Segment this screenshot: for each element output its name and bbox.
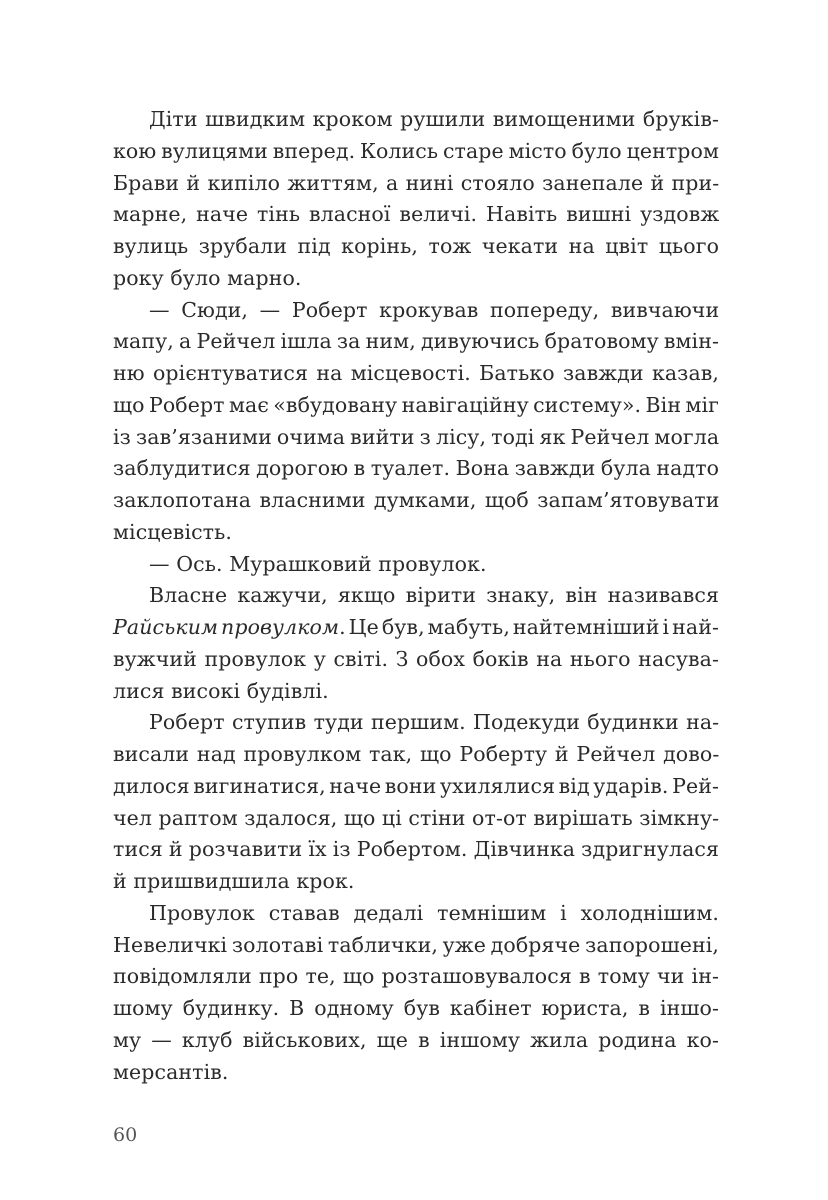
paragraph <box>113 580 719 707</box>
text-line: вужчий провулок у світі. З обох боків на нього насува- <box>113 646 719 671</box>
text-line <box>113 612 719 644</box>
text-line: дилося вигинатися, наче вони ухилялися від ударів. Рей- <box>113 773 719 798</box>
text-line: Провулок ставав дедалі темнішим і холоднішим. <box>149 900 719 925</box>
text-line: Брави й кипіло життям, а нині стояло занепале й при- <box>113 170 720 195</box>
text-line: шому будинку. В одному був кабінет юриста, в іншо- <box>113 996 719 1020</box>
text-line: року було марно. <box>113 265 302 290</box>
text-line: висали над провулком так, що Роберту й Рейчел дово- <box>113 742 720 766</box>
text-line: — Ось. Мурашковий провулок. <box>149 551 487 576</box>
paragraph <box>113 898 719 1089</box>
text-line: вулиць зрубали під корінь, тож чекати на цвіт цього <box>113 234 720 258</box>
text-line: ню орієнтуватися на місцевості. Батько завжди казав, <box>113 361 720 385</box>
paragraph <box>113 104 719 295</box>
text-line: заклопотана власними думками, щоб запам’ятовувати <box>113 488 720 512</box>
text-line: мерсантів. <box>113 1059 229 1084</box>
text-line: що Роберт має «вбудовану навігаційну систему». Він міг <box>113 392 719 417</box>
paragraph <box>113 295 719 549</box>
text-line: марне, наче тінь власної величі. Навіть вишні уздовж <box>113 202 720 227</box>
text-run: . Це був, мабуть, найтемніший і най- <box>339 615 720 639</box>
text-line: чел раптом здалося, що ці стіни от-от вирішать зімкну- <box>113 805 720 830</box>
text-line: й пришвидшила крок. <box>113 869 355 893</box>
paragraph <box>113 707 719 898</box>
italic-text: Райським провулком <box>113 615 340 639</box>
text-line: заблудитися дорогою в туалет. Вона завжди була надто <box>113 456 720 481</box>
text-line: із зав’язаними очима вийти з лісу, тоді як Рейчел могла <box>113 424 720 449</box>
text-line: лися високі будівлі. <box>113 678 329 703</box>
page-number: 60 <box>113 1124 138 1146</box>
text-line: му — клуб військових, ще в іншому жила родина ко- <box>113 1027 719 1052</box>
text-line: мапу, а Рейчел ішла за ним, дивуючись братовому вмін- <box>113 329 719 354</box>
text-line: кою вулицями вперед. Колись старе місто було центром <box>113 138 719 163</box>
text-line: місцевість. <box>113 519 232 544</box>
paragraph <box>113 549 719 581</box>
body-text <box>113 104 719 1088</box>
text-line: Роберт ступив туди першим. Подекуди будинки на- <box>149 710 720 735</box>
text-line: тися й розчавити їх із Робертом. Дівчинка здригнулася <box>113 837 719 862</box>
text-line: повідомляли про те, що розташовувалося в тому чи ін- <box>113 964 719 989</box>
text-line: Діти швидким кроком рушили вимощеними бруків- <box>149 107 719 131</box>
text-line: — Сюди, — Роберт крокував попереду, вивчаючи <box>149 297 720 322</box>
text-line: Власне кажучи, якщо вірити знаку, він називався <box>149 583 719 608</box>
text-line: Невеличкі золотаві таблички, уже добряче запорошені, <box>113 932 719 957</box>
